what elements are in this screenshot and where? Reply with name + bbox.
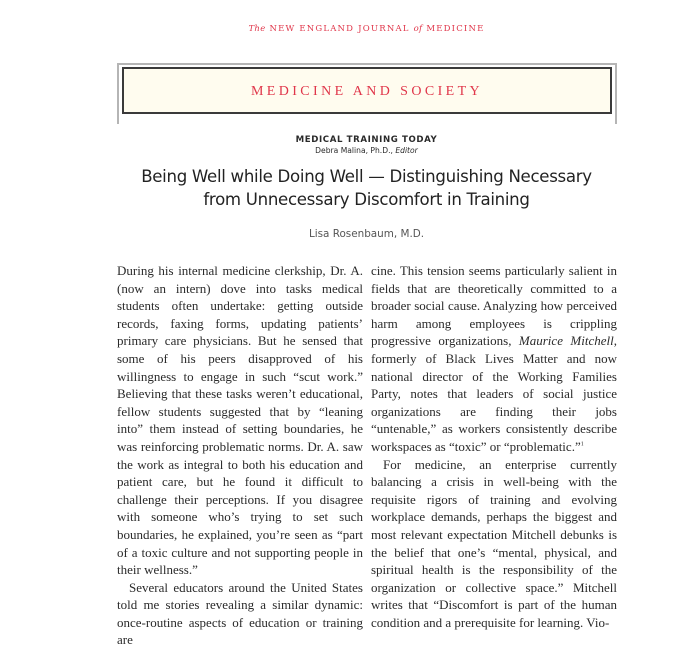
series-label: MEDICAL TRAINING TODAY [295, 135, 438, 145]
body-paragraph: Several educators around the United States told me stories revealing a similar dynamic: once-routine aspects of education or training are [117, 579, 363, 648]
article-author: Lisa Rosenbaum, M.D. [308, 228, 425, 240]
body-paragraph [371, 262, 617, 456]
journal-name-part1: NEW ENGLAND JOURNAL [269, 24, 410, 34]
editor-name: Debra Malina, Ph.D., [315, 146, 393, 155]
journal-name-part2: MEDICINE [426, 24, 485, 34]
journal-connector: of [413, 24, 423, 34]
article-title [0, 165, 685, 211]
editor-role: Editor [395, 146, 418, 155]
article-title-line2: from Unnecessary Discomfort in Training [203, 190, 530, 209]
article-title-line1: Being Well while Doing Well — Distinguishing Necessary [141, 167, 592, 186]
section-banner [122, 67, 612, 114]
journal-masthead [0, 24, 685, 34]
series-editor [0, 146, 685, 155]
person-name: Maurice Mitchell [518, 333, 614, 349]
body-paragraph: During his internal medicine clerkship, Dr. A. (now an intern) dove into tasks medical students often undertake: getting outside records, faxing forms, updating patients’ primary care physicians. But he sensed that some of his peers disapproved of his willingness to engage in such “scut work.” Believing that these tasks weren’t educational, fellow students suggested that by “leaning into” them instead of setting boundaries, he was reinforcing problematic norms. Dr. A. saw the work as integral to both his education and patient care, but he found it difficult to challenge their perceptions. If you disagree with someone who’s trying to set such boundaries, he explained, you’re seen as “part of a toxic culture and not supporting people in their wellness.” [117, 263, 363, 578]
body-paragraph: For medicine, an enterprise currently balancing a crisis in well-being with the requisite rigors of training and evolving workplace demands, perhaps the biggest and most relevant expectation Mitchell debunks is the belief that one’s “mental, physical, and spiritual health is the responsibility of the organization or collective space.” Mitchell writes that “Discomfort is part of the human condition and a prerequisite for learning. Vio- [371, 456, 617, 630]
journal-prefix: The [248, 24, 266, 34]
body-text: cine. This tension seems particularly salient in fields that are theoretically committed to a broader social cause. Analyzing how perceived harm among employees is crippling progressive organizations, [371, 263, 617, 349]
body-column-right [371, 262, 617, 631]
section-title: MEDICINE AND SOCIETY [250, 83, 484, 99]
reference-marker[interactable]: 1 [580, 441, 584, 448]
body-text: , formerly of Black Lives Matter and now national director of the Working Families Party, notes that leaders of social justice organizations are finding their jobs “untenable,” as workers consistently describe workspaces as “toxic” or “problematic.” [371, 333, 617, 454]
body-column-left [117, 262, 363, 649]
